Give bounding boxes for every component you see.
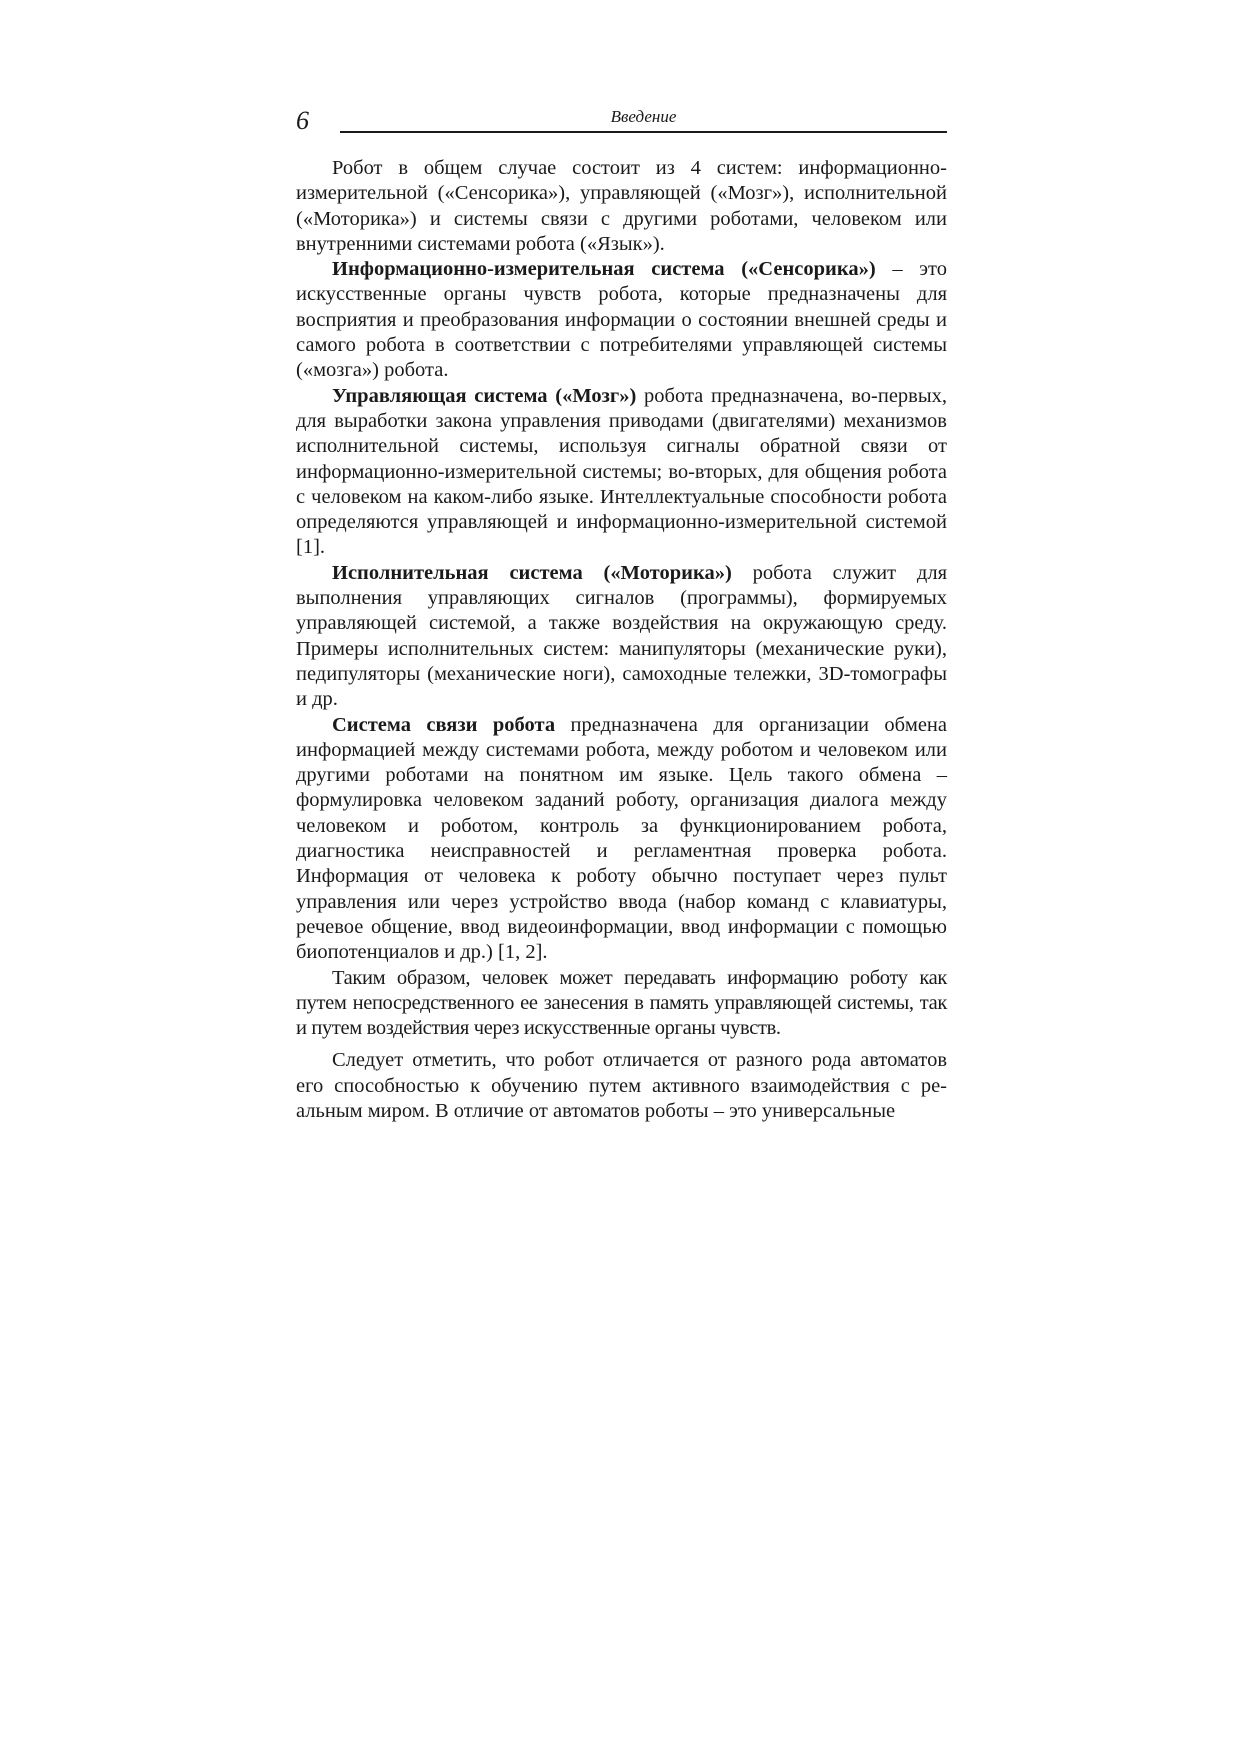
body-text [296, 156, 947, 1124]
term-motorics: Исполнительная система («Моторика») [332, 561, 732, 584]
paragraph-text: – это искусственные органы чувств робота, которые предназначены для восприятия и преобразования информации о состоянии внешней среды и самого робота в соответствии с потребителями управляющей системы («мозга») робота. [296, 258, 947, 382]
paragraph-conclusion [296, 966, 947, 1042]
paragraph-text: Таким образом, человек может передавать информацию роботу как путем непосредственного ее занесения в память управляющей системы, так и путем воздействия через искусственные органы чувств. [296, 966, 947, 1040]
paragraph-text: робота служит для выполнения управляющих сигналов (программы), формируемых управляющей системой, а также воздействия на окружающую среду. Примеры исполнительных систем: манипуляторы (механические руки), педипуляторы (механические ноги), самоходные тележки, 3D-томографы и др. [296, 561, 947, 711]
term-communication: Система связи робота [332, 713, 556, 736]
page-number: 6 [296, 106, 309, 135]
running-title: Введение [610, 107, 677, 126]
paragraph-brain [296, 384, 947, 561]
paragraph-text: предназначена для организации обмена информацией между системами робота, между роботом и человеком или другими роботами на понятном им языке. Цель такого обмена – формулировка человеком заданий роботу, организация диалога между человеком и роботом, контроль за функционированием робота, диагностика неисправностей и регламентная проверка робота. Информация от человека к роботу обычно поступает через пульт управления или через устройство ввода (набор команд с клавиатуры, речевое общение, ввод видеоинформации, ввод информации с помощью биопотенциалов и др.) [1, 2]. [296, 713, 947, 964]
paragraph-communication [296, 713, 947, 966]
paragraph-motorics [296, 561, 947, 713]
header-rule [340, 131, 947, 133]
term-brain: Управляющая система («Мозг») [332, 384, 637, 407]
paragraph-sensorics [296, 257, 947, 383]
paragraph-text: Следует отметить, что робот отличается от разного рода автоматов его способностью к обучению путем активного взаимодействия с реальным миром. В отличие от автоматов роботы – это универсальные [296, 1049, 947, 1122]
paragraph-learning [296, 1048, 947, 1124]
paragraph-overview [296, 156, 947, 257]
term-sensorics: Информационно-измерительная система («Сенсорика») [332, 258, 876, 281]
paragraph-text: робота предназначена, во-первых, для выработки закона управления приводами (двигателями) механизмов исполнительной системы, используя сигналы обратной связи от информационно-измерительной системы; во-вторых, для общения робота с человеком на каком-либо языке. Интеллектуальные способности робота определяются управляющей и информационно-измерительной системой [1]. [296, 384, 947, 559]
paragraph-text: Робот в общем случае состоит из 4 систем: информационно-измерительной («Сенсорика»), управляющей («Мозг»), исполнительной («Моторика») и системы связи с другими роботами, человеком или внутренними системами робота («Язык»). [296, 157, 947, 255]
